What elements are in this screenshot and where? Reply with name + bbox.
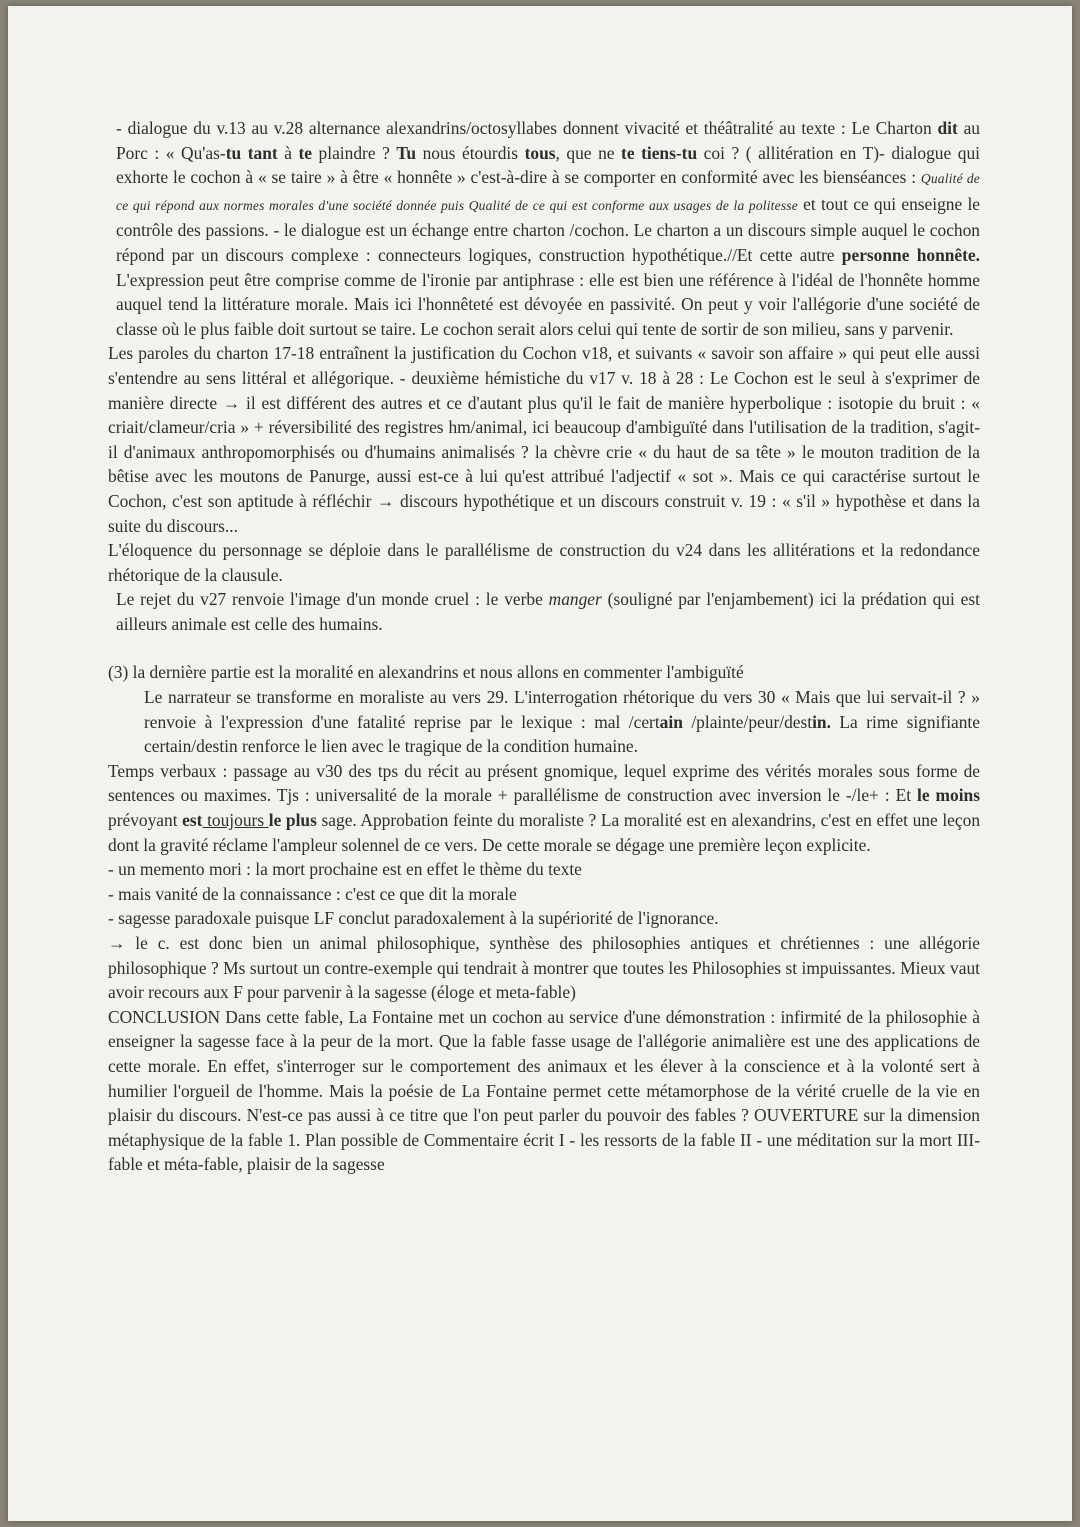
- paragraph-dialogue: - dialogue du v.13 au v.28 alternance alexandrins/octosyllabes donnent vivacité et théâtralité au texte : Le Charton dit au Porc : « Qu'as-tu tant à te plaindre ? Tu nous étourdis tous, que ne te tiens-tu coi ? ( allitération en T)- dialogue qui exhorte le cochon à « se taire » à être « honnête » c'est-à-dire à se comporter en conformité avec les bienséances : Qualité de ce qui répond aux normes morales d'une société donnée puis Qualité de ce qui est conforme aux usages de la politesse et tout ce qui enseigne le contrôle des passions. - le dialogue est un échange entre charton /cochon. Le charton a un discours simple auquel le cochon répond par un discours complexe : connecteurs logiques, construction hypothétique.//Et cette autre personne honnête. L'expression peut être comprise comme de l'ironie par antiphrase : elle est bien une référence à l'idéal de l'honnête homme auquel tend la littérature morale. Mais ici l'honnêteté est dévoyée en passivité. On peut y voir l'allégorie d'une société de classe où le plus faible doit surtout se taire. Le cochon serait alors celui qui tente de sortir de son milieu, sans y parvenir.: [116, 118, 981, 339]
- paragraph-animal-philosophique: → le c. est donc bien un animal philosophique, synthèse des philosophies antiques et chrétiennes : une allégorie philosophique ? Ms surtout un contre-exemple qui tendrait à montrer que toutes les Philosophies st impuissantes. Mieux vaut avoir recours aux F pour parvenir à la sagesse (éloge et meta-fable): [108, 933, 980, 1003]
- list-item: - un memento mori : la mort prochaine est en effet le thème du texte: [108, 859, 582, 880]
- highlight-honnete: personne honnête.: [841, 244, 980, 265]
- paragraph-temps-verbaux: Temps verbaux : passage au v30 des tps du récit au présent gnomique, lequel exprime des vérités morales sous forme de sentences ou maximes. Tjs : universalité de la morale + parallélisme de construction avec inversion le -/le+ : Et le moins prévoyant est toujours le plus sage. Approbation feinte du moraliste ? La moralité est en alexandrins, c'est en effet une leçon dont la gravité réclame l'ampleur solennel de ce vers. De cette morale se dégage une première leçon explicite.: [108, 760, 981, 855]
- paragraph-narrateur: Le narrateur se transforme en moraliste au vers 29. L'interrogation rhétorique du vers 30 « Mais que lui servait-il ? » renvoie à l'expression d'une fatalité reprise par le lexique : mal /certain /plainte/peur/destin. La rime signifiante certain/destin renforce le lien avec le tragique de la condition humaine.: [144, 687, 980, 757]
- definition-quote: Qualité de ce qui répond aux normes morales d'une société donnée puis Qualité de ce qui est conforme aux usages de la politesse: [116, 171, 980, 213]
- paragraph-eloquence: L'éloquence du personnage se déploie dans le parallélisme de construction du v24 dans les allitérations et la redondance rhétorique de la clausule.: [108, 540, 980, 585]
- list-item: - mais vanité de la connaissance : c'est ce que dit la morale: [108, 883, 517, 904]
- spacer: [108, 636, 980, 660]
- paragraph-conclusion: CONCLUSION Dans cette fable, La Fontaine met un cochon au service d'une démonstration : infirmité de la philosophie à enseigner la sagesse face à la peur de la mort. Que la fable fasse usage de l'allégorie animalière est une des applications de cette morale. En effet, s'interroger sur le comportement des animaux et les élever à la conscience et à la volonté sert à humilier l'orgueil de l'homme. Mais la poésie de La Fontaine permet cette métamorphose de la vérité cruelle de la vie en plaisir du discours. N'est-ce pas aussi à ce titre que l'on peut parler du pouvoir des fables ? OUVERTURE sur la dimension métaphysique de la fable 1. Plan possible de Commentaire écrit I - les ressorts de la fable II - une méditation sur la mort III- fable et méta-fable, plaisir de la sagesse: [108, 1006, 980, 1175]
- document-body: [108, 116, 980, 1177]
- paper-sheet: [8, 6, 1072, 1521]
- paragraph-rejet: Le rejet du v27 renvoie l'image d'un monde cruel : le verbe manger (souligné par l'enjambement) ici la prédation qui est ailleurs animale est celle des humains.: [116, 589, 980, 634]
- list-item: - sagesse paradoxale puisque LF conclut paradoxalement à la supériorité de l'ignorance.: [108, 908, 719, 929]
- paragraph-part-3: (3) la dernière partie est la moralité en alexandrins et nous allons en commenter l'ambiguïté: [108, 662, 744, 683]
- paragraph-paroles: Les paroles du charton 17-18 entraînent la justification du Cochon v18, et suivants « savoir son affaire » qui peut elle aussi s'entendre au sens littéral et allégorique. - deuxième hémistiche du v17 v. 18 à 28 : Le Cochon est le seul à s'exprimer de manière directe → il est différent des autres et ce d'autant plus qu'il le fait de manière hyperbolique : isotopie du bruit : « criait/clameur/cria » + réversibilité des registres hm/animal, ici beaucoup d'ambiguïté dans l'utilisation de la tradition, s'agit-il d'animaux anthropomorphisés ou d'humains animalisés ? la chèvre crie « du haut de sa tête » le mouton tradition de la bêtise avec les moutons de Panurge, aussi est-ce à lui qu'est attribué l'adjectif « sot ». Mais ce qui caractérise surtout le Cochon, c'est son aptitude à réfléchir → discours hypothétique et un discours construit v. 19 : « s'il » hypothèse et dans la suite du discours...: [108, 343, 980, 536]
